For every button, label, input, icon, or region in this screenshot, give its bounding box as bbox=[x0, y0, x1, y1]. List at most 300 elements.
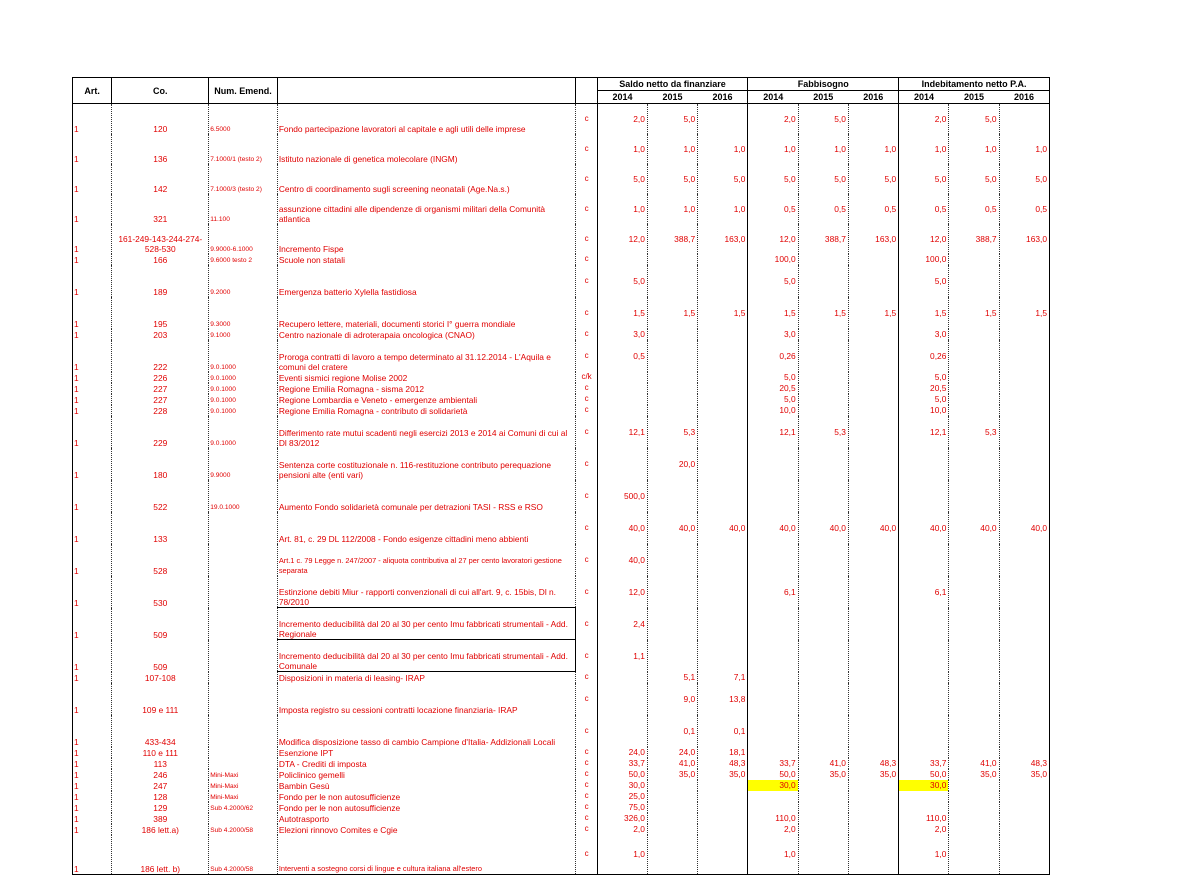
cell-description: Imposta registro su cessioni contratti locazione finanziaria- IRAP bbox=[277, 683, 576, 715]
cell-value bbox=[698, 544, 748, 576]
cell-value bbox=[698, 394, 748, 405]
cell-value bbox=[949, 747, 999, 758]
cell-description: Fondo partecipazione lavoratori al capitale e agli utili delle imprese bbox=[277, 104, 576, 134]
cell-value bbox=[798, 802, 848, 813]
cell-emend: 9.0.1000 bbox=[209, 416, 278, 448]
cell-value bbox=[597, 405, 647, 416]
table-row bbox=[73, 512, 1050, 544]
cell-flag: c bbox=[576, 512, 597, 544]
cell-emend bbox=[209, 640, 278, 672]
table-row bbox=[73, 715, 1050, 747]
cell-description: Aumento Fondo solidarietà comunale per detrazioni TASI - RSS e RSO bbox=[277, 480, 576, 512]
cell-value bbox=[848, 340, 898, 372]
header-co: Co. bbox=[112, 78, 209, 104]
cell-value bbox=[999, 265, 1049, 297]
table-row bbox=[73, 672, 1050, 683]
cell-value: 388,7 bbox=[647, 224, 697, 254]
cell-art: 1 bbox=[73, 802, 112, 813]
cell-value bbox=[698, 372, 748, 383]
cell-value bbox=[949, 394, 999, 405]
cell-flag: c bbox=[576, 104, 597, 134]
cell-value bbox=[798, 640, 848, 672]
cell-flag: c bbox=[576, 134, 597, 164]
cell-value bbox=[949, 835, 999, 875]
cell-value: 50,0 bbox=[597, 769, 647, 780]
cell-value bbox=[899, 683, 949, 715]
cell-co: 247 bbox=[112, 780, 209, 791]
cell-value bbox=[899, 544, 949, 576]
cell-value bbox=[647, 802, 697, 813]
cell-art: 1 bbox=[73, 383, 112, 394]
cell-value bbox=[597, 672, 647, 683]
table-row bbox=[73, 683, 1050, 715]
cell-flag: c bbox=[576, 265, 597, 297]
cell-value: 5,0 bbox=[999, 164, 1049, 194]
cell-emend: 11.100 bbox=[209, 194, 278, 224]
cell-flag: c bbox=[576, 758, 597, 769]
cell-value: 2,0 bbox=[899, 824, 949, 835]
cell-value: 40,0 bbox=[647, 512, 697, 544]
cell-value: 40,0 bbox=[949, 512, 999, 544]
cell-value bbox=[999, 824, 1049, 835]
cell-description: Regione Emilia Romagna - contributo di solidarietà bbox=[277, 405, 576, 416]
cell-description: Incremento deducibilità dal 20 al 30 per cento Imu fabbricati strumentali - Add. Regionale bbox=[277, 608, 576, 640]
year-header: 2015 bbox=[647, 91, 697, 104]
cell-value bbox=[798, 372, 848, 383]
table-row bbox=[73, 791, 1050, 802]
cell-value bbox=[698, 104, 748, 134]
cell-emend: 9.0.1000 bbox=[209, 340, 278, 372]
cell-value: 1,0 bbox=[798, 134, 848, 164]
table-row bbox=[73, 835, 1050, 875]
cell-value: 0,1 bbox=[647, 715, 697, 747]
header-group-fabbisogno: Fabbisogno bbox=[748, 78, 899, 91]
cell-value: 35,0 bbox=[698, 769, 748, 780]
cell-value: 1,0 bbox=[748, 835, 798, 875]
cell-description: Eventi sismici regione Molise 2002 bbox=[277, 372, 576, 383]
cell-value bbox=[999, 480, 1049, 512]
cell-value: 1,0 bbox=[848, 134, 898, 164]
cell-value bbox=[798, 715, 848, 747]
cell-description: Recupero lettere, materiali, documenti storici I° guerra mondiale bbox=[277, 297, 576, 329]
cell-emend: Sub 4.2000/58 bbox=[209, 824, 278, 835]
cell-flag: c bbox=[576, 802, 597, 813]
cell-co: 227 bbox=[112, 383, 209, 394]
cell-value bbox=[848, 835, 898, 875]
cell-value bbox=[999, 683, 1049, 715]
cell-art: 1 bbox=[73, 405, 112, 416]
cell-description: Art.1 c. 79 Legge n. 247/2007 - aliquota contributiva al 27 per cento lavoratori gestione separata bbox=[277, 544, 576, 576]
table-row bbox=[73, 372, 1050, 383]
cell-value: 163,0 bbox=[999, 224, 1049, 254]
cell-emend: Sub 4.2000/62 bbox=[209, 802, 278, 813]
cell-value: 5,0 bbox=[698, 164, 748, 194]
cell-value bbox=[597, 394, 647, 405]
year-header: 2016 bbox=[848, 91, 898, 104]
cell-value bbox=[949, 340, 999, 372]
year-header: 2015 bbox=[949, 91, 999, 104]
cell-co: 107-108 bbox=[112, 672, 209, 683]
cell-value: 5,0 bbox=[949, 164, 999, 194]
cell-description: Fondo per le non autosufficienze bbox=[277, 791, 576, 802]
cell-value bbox=[698, 254, 748, 265]
cell-flag: c bbox=[576, 835, 597, 875]
cell-emend bbox=[209, 608, 278, 640]
cell-value bbox=[798, 480, 848, 512]
cell-co: 246 bbox=[112, 769, 209, 780]
cell-value bbox=[999, 747, 1049, 758]
cell-value bbox=[949, 383, 999, 394]
cell-art: 1 bbox=[73, 715, 112, 747]
cell-emend: 9.1000 bbox=[209, 329, 278, 340]
cell-value bbox=[999, 791, 1049, 802]
cell-value: 2,0 bbox=[748, 104, 798, 134]
cell-value bbox=[798, 672, 848, 683]
cell-value bbox=[597, 383, 647, 394]
cell-description: Policlinico gemelli bbox=[277, 769, 576, 780]
cell-value: 40,0 bbox=[999, 512, 1049, 544]
cell-value bbox=[647, 576, 697, 608]
cell-value bbox=[949, 480, 999, 512]
cell-art: 1 bbox=[73, 608, 112, 640]
cell-art: 1 bbox=[73, 747, 112, 758]
cell-value: 1,0 bbox=[647, 194, 697, 224]
cell-description: Scuole non statali bbox=[277, 254, 576, 265]
cell-emend bbox=[209, 576, 278, 608]
cell-value bbox=[949, 672, 999, 683]
cell-value bbox=[949, 640, 999, 672]
cell-emend bbox=[209, 544, 278, 576]
cell-value: 2,4 bbox=[597, 608, 647, 640]
cell-value bbox=[848, 824, 898, 835]
cell-co: 203 bbox=[112, 329, 209, 340]
cell-co: 136 bbox=[112, 134, 209, 164]
cell-emend bbox=[209, 715, 278, 747]
cell-value: 0,5 bbox=[999, 194, 1049, 224]
year-header: 2014 bbox=[899, 91, 949, 104]
cell-value bbox=[848, 394, 898, 405]
cell-value: 5,0 bbox=[748, 372, 798, 383]
cell-value bbox=[949, 608, 999, 640]
cell-art: 1 bbox=[73, 780, 112, 791]
cell-value bbox=[848, 715, 898, 747]
header-emend: Num. Emend. bbox=[209, 78, 278, 104]
table-row bbox=[73, 769, 1050, 780]
cell-co: 522 bbox=[112, 480, 209, 512]
cell-art: 1 bbox=[73, 769, 112, 780]
cell-value bbox=[848, 802, 898, 813]
cell-value bbox=[999, 104, 1049, 134]
cell-value bbox=[848, 405, 898, 416]
cell-art: 1 bbox=[73, 544, 112, 576]
cell-art: 1 bbox=[73, 758, 112, 769]
cell-flag: c bbox=[576, 416, 597, 448]
cell-art: 1 bbox=[73, 672, 112, 683]
cell-flag: c bbox=[576, 683, 597, 715]
cell-value: 40,0 bbox=[748, 512, 798, 544]
cell-art: 1 bbox=[73, 224, 112, 254]
cell-value: 0,1 bbox=[698, 715, 748, 747]
cell-value: 33,7 bbox=[899, 758, 949, 769]
cell-flag: c bbox=[576, 780, 597, 791]
cell-value: 12,1 bbox=[748, 416, 798, 448]
cell-value bbox=[949, 683, 999, 715]
cell-co: 228 bbox=[112, 405, 209, 416]
cell-value: 40,0 bbox=[899, 512, 949, 544]
cell-co: 161-249-143-244-274-528-530 bbox=[112, 224, 209, 254]
cell-value bbox=[949, 802, 999, 813]
cell-value bbox=[848, 544, 898, 576]
cell-value bbox=[698, 383, 748, 394]
cell-value bbox=[647, 480, 697, 512]
cell-value bbox=[698, 802, 748, 813]
table-row bbox=[73, 383, 1050, 394]
table-row bbox=[73, 224, 1050, 254]
cell-art: 1 bbox=[73, 683, 112, 715]
year-header: 2015 bbox=[798, 91, 848, 104]
cell-value: 1,5 bbox=[999, 297, 1049, 329]
cell-value: 75,0 bbox=[597, 802, 647, 813]
cell-value bbox=[999, 254, 1049, 265]
cell-value: 5,0 bbox=[597, 265, 647, 297]
cell-art: 1 bbox=[73, 104, 112, 134]
cell-value: 40,0 bbox=[597, 544, 647, 576]
cell-value bbox=[698, 835, 748, 875]
cell-value: 40,0 bbox=[798, 512, 848, 544]
cell-art: 1 bbox=[73, 576, 112, 608]
cell-value bbox=[748, 480, 798, 512]
cell-value: 0,5 bbox=[748, 194, 798, 224]
cell-value bbox=[798, 405, 848, 416]
cell-value: 5,0 bbox=[798, 164, 848, 194]
cell-value bbox=[999, 329, 1049, 340]
header-group-saldo: Saldo netto da finanziare bbox=[597, 78, 748, 91]
cell-value bbox=[698, 608, 748, 640]
cell-value: 3,0 bbox=[748, 329, 798, 340]
cell-value bbox=[999, 813, 1049, 824]
table-row bbox=[73, 544, 1050, 576]
cell-art: 1 bbox=[73, 134, 112, 164]
cell-value bbox=[748, 802, 798, 813]
table-row bbox=[73, 824, 1050, 835]
cell-value bbox=[698, 448, 748, 480]
cell-description: Bambin Gesù bbox=[277, 780, 576, 791]
cell-value bbox=[999, 405, 1049, 416]
cell-value: 20,0 bbox=[647, 448, 697, 480]
cell-value: 48,3 bbox=[698, 758, 748, 769]
cell-co: 129 bbox=[112, 802, 209, 813]
cell-description: Sentenza corte costituzionale n. 116-restituzione contributo perequazione pensioni alte (enti vari) bbox=[277, 448, 576, 480]
cell-description: Fondo per le non autosufficienze bbox=[277, 802, 576, 813]
table-body bbox=[73, 104, 1050, 875]
cell-value bbox=[698, 416, 748, 448]
cell-emend bbox=[209, 813, 278, 824]
cell-value: 5,0 bbox=[748, 265, 798, 297]
cell-value bbox=[748, 544, 798, 576]
cell-value: 1,0 bbox=[647, 134, 697, 164]
cell-co: 133 bbox=[112, 512, 209, 544]
cell-value bbox=[899, 672, 949, 683]
cell-value: 326,0 bbox=[597, 813, 647, 824]
cell-value bbox=[698, 265, 748, 297]
cell-value: 500,0 bbox=[597, 480, 647, 512]
cell-flag: c bbox=[576, 576, 597, 608]
cell-value: 1,0 bbox=[899, 835, 949, 875]
cell-value: 9,0 bbox=[647, 683, 697, 715]
cell-description: Autotrasporto bbox=[277, 813, 576, 824]
cell-emend: 6.5000 bbox=[209, 104, 278, 134]
cell-co: 226 bbox=[112, 372, 209, 383]
cell-value: 1,0 bbox=[698, 194, 748, 224]
cell-value: 5,3 bbox=[949, 416, 999, 448]
cell-value: 12,1 bbox=[597, 416, 647, 448]
cell-value: 5,0 bbox=[597, 164, 647, 194]
cell-co: 120 bbox=[112, 104, 209, 134]
cell-value: 5,0 bbox=[647, 164, 697, 194]
cell-value: 12,0 bbox=[748, 224, 798, 254]
year-header: 2016 bbox=[698, 91, 748, 104]
spreadsheet bbox=[72, 77, 1050, 875]
cell-value bbox=[848, 780, 898, 791]
cell-value: 20,5 bbox=[748, 383, 798, 394]
cell-value: 1,5 bbox=[848, 297, 898, 329]
cell-co: 195 bbox=[112, 297, 209, 329]
cell-art: 1 bbox=[73, 835, 112, 875]
cell-value bbox=[597, 683, 647, 715]
cell-value bbox=[848, 480, 898, 512]
cell-value bbox=[748, 715, 798, 747]
cell-value bbox=[848, 640, 898, 672]
cell-value bbox=[698, 576, 748, 608]
cell-art: 1 bbox=[73, 164, 112, 194]
cell-value: 2,0 bbox=[597, 104, 647, 134]
cell-co: 222 bbox=[112, 340, 209, 372]
cell-value bbox=[899, 747, 949, 758]
cell-art: 1 bbox=[73, 480, 112, 512]
cell-co: 180 bbox=[112, 448, 209, 480]
table-row bbox=[73, 104, 1050, 134]
cell-value: 1,0 bbox=[597, 194, 647, 224]
cell-value bbox=[798, 394, 848, 405]
table-row bbox=[73, 448, 1050, 480]
cell-art: 1 bbox=[73, 824, 112, 835]
cell-value: 20,5 bbox=[899, 383, 949, 394]
cell-value: 40,0 bbox=[848, 512, 898, 544]
cell-value bbox=[848, 683, 898, 715]
cell-value bbox=[848, 254, 898, 265]
cell-value bbox=[748, 672, 798, 683]
cell-value: 5,0 bbox=[949, 104, 999, 134]
cell-value bbox=[647, 640, 697, 672]
cell-flag: c bbox=[576, 608, 597, 640]
cell-value bbox=[848, 813, 898, 824]
cell-co: 189 bbox=[112, 265, 209, 297]
cell-emend: 9.6000 testo 2 bbox=[209, 254, 278, 265]
cell-value bbox=[999, 835, 1049, 875]
cell-value: 5,3 bbox=[798, 416, 848, 448]
cell-value: 1,0 bbox=[899, 134, 949, 164]
header-flag bbox=[576, 78, 597, 104]
cell-value: 5,0 bbox=[748, 164, 798, 194]
cell-value: 40,0 bbox=[698, 512, 748, 544]
cell-value: 41,0 bbox=[647, 758, 697, 769]
cell-value: 0,5 bbox=[597, 340, 647, 372]
cell-value bbox=[949, 576, 999, 608]
cell-value: 6,1 bbox=[899, 576, 949, 608]
cell-value bbox=[647, 791, 697, 802]
cell-co: 227 bbox=[112, 394, 209, 405]
cell-flag: c bbox=[576, 329, 597, 340]
table-row bbox=[73, 194, 1050, 224]
cell-value bbox=[798, 824, 848, 835]
cell-emend: 9.3000 bbox=[209, 297, 278, 329]
cell-description: Incremento Fispe bbox=[277, 224, 576, 254]
cell-flag: c bbox=[576, 254, 597, 265]
cell-emend: Mini-Maxi bbox=[209, 791, 278, 802]
cell-art: 1 bbox=[73, 340, 112, 372]
cell-value bbox=[798, 576, 848, 608]
cell-value bbox=[949, 329, 999, 340]
cell-value: 48,3 bbox=[999, 758, 1049, 769]
table-row bbox=[73, 254, 1050, 265]
table-row bbox=[73, 802, 1050, 813]
cell-art: 1 bbox=[73, 194, 112, 224]
cell-value: 35,0 bbox=[848, 769, 898, 780]
cell-value: 13,8 bbox=[698, 683, 748, 715]
cell-value bbox=[647, 813, 697, 824]
cell-emend: Mini-Maxi bbox=[209, 780, 278, 791]
cell-flag: c bbox=[576, 224, 597, 254]
cell-value: 5,0 bbox=[899, 164, 949, 194]
table-row bbox=[73, 813, 1050, 824]
cell-value: 12,0 bbox=[899, 224, 949, 254]
cell-value bbox=[798, 608, 848, 640]
cell-value: 100,0 bbox=[899, 254, 949, 265]
table-header bbox=[73, 78, 1050, 104]
cell-value bbox=[848, 104, 898, 134]
cell-value bbox=[647, 780, 697, 791]
cell-value: 1,0 bbox=[999, 134, 1049, 164]
cell-co: 113 bbox=[112, 758, 209, 769]
cell-emend: 7.1000/1 (testo 2) bbox=[209, 134, 278, 164]
table-row bbox=[73, 265, 1050, 297]
cell-value: 1,5 bbox=[698, 297, 748, 329]
cell-value: 2,0 bbox=[597, 824, 647, 835]
cell-value: 6,1 bbox=[748, 576, 798, 608]
cell-value: 2,0 bbox=[899, 104, 949, 134]
cell-flag: c bbox=[576, 813, 597, 824]
cell-value bbox=[899, 480, 949, 512]
cell-value bbox=[899, 608, 949, 640]
cell-value bbox=[647, 405, 697, 416]
year-header: 2016 bbox=[999, 91, 1049, 104]
cell-art: 1 bbox=[73, 640, 112, 672]
cell-value: 5,0 bbox=[647, 104, 697, 134]
cell-value bbox=[949, 265, 999, 297]
cell-value: 10,0 bbox=[748, 405, 798, 416]
cell-emend: 9.9000 bbox=[209, 448, 278, 480]
cell-value bbox=[999, 383, 1049, 394]
cell-value bbox=[999, 672, 1049, 683]
cell-value bbox=[798, 683, 848, 715]
cell-value: 1,0 bbox=[597, 134, 647, 164]
cell-value bbox=[798, 780, 848, 791]
cell-emend bbox=[209, 747, 278, 758]
cell-value: 3,0 bbox=[899, 329, 949, 340]
cell-value: 1,1 bbox=[597, 640, 647, 672]
cell-flag: c bbox=[576, 164, 597, 194]
cell-value bbox=[647, 608, 697, 640]
